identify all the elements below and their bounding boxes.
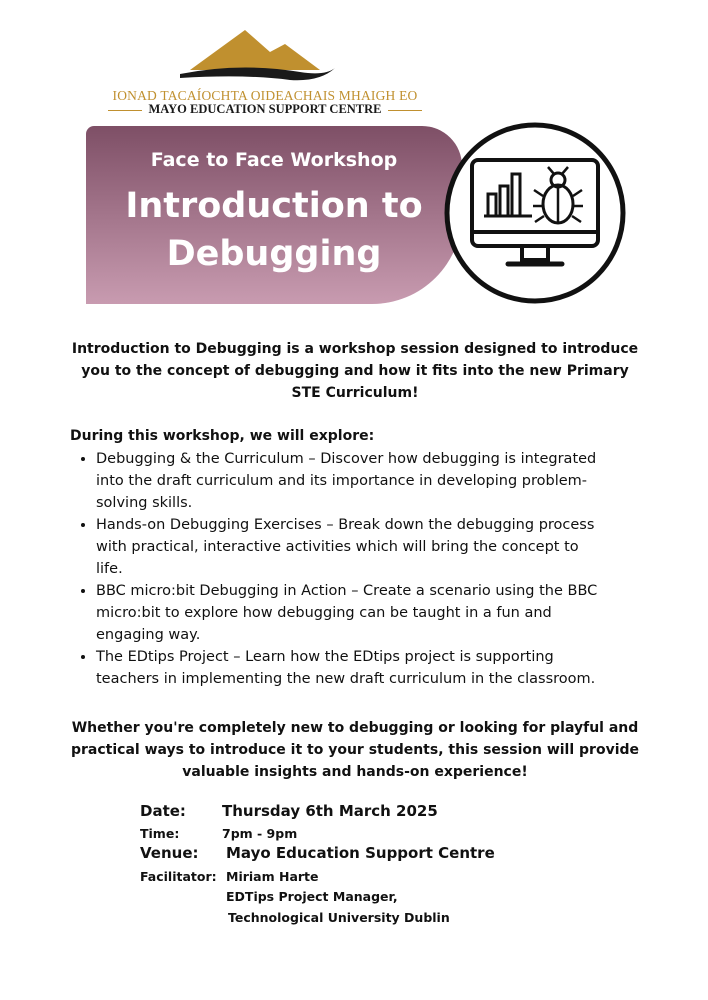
workshop-type: Face to Face Workshop [150,149,398,171]
workshop-title-line2: Debugging [166,234,382,274]
org-name-irish: IONAD TACAÍOCHTA OIDEACHAIS MHAIGH EO [112,88,418,103]
list-item-line: • Hands-on Debugging Exercises – Break down the debugging process [96,517,595,533]
date-value: Thursday 6th March 2025 [222,802,438,820]
explore-heading: During this workshop, we will explore: [70,428,375,444]
list-item-line: life. [96,561,123,577]
list-item-line: • BBC micro:bit Debugging in Action – Create a scenario using the BBC [96,583,598,599]
time-label: Time: [140,826,180,841]
closing-line: practical ways to introduce it to your students, this session will provide [70,742,640,758]
intro-line: you to the concept of debugging and how it fits into the new Primary [81,363,629,379]
list-item-line: with practical, interactive activities which will bring the concept to [96,539,579,555]
intro-paragraph [60,338,650,404]
facilitator-org: Technological University Dublin [228,910,450,925]
venue-label: Venue: [140,844,199,862]
list-item-line: engaging way. [96,627,201,643]
explore-list [70,448,666,690]
list-item [96,514,666,580]
closing-line: Whether you're completely new to debugging or looking for playful and [71,720,639,736]
closing-paragraph [55,717,655,783]
list-item-line: solving skills. [96,495,193,511]
list-item-line: micro:bit to explore how debugging can be taught in a fun and [96,605,552,621]
time-value: 7pm - 9pm [222,826,298,841]
list-item-line: teachers in implementing the new draft curriculum in the classroom. [96,671,596,687]
mountain-logo-icon [150,22,350,82]
facilitator-name: Miriam Harte [226,869,319,884]
org-name-english-text: MAYO EDUCATION SUPPORT CENTRE [148,102,382,116]
facilitator-label: Facilitator: [140,869,217,884]
list-item [96,448,666,514]
org-name-english [70,102,460,117]
facilitator-role: EDTips Project Manager, [226,889,398,904]
list-item [96,580,666,646]
list-item-line: • Debugging & the Curriculum – Discover how debugging is integrated [96,451,597,467]
gold-rule-left [108,110,142,111]
monitor-bug-chart-icon [440,118,630,308]
workshop-title [86,182,462,278]
date-label: Date: [140,802,186,820]
list-item [96,646,666,690]
closing-line: valuable insights and hands-on experience! [182,764,528,780]
intro-line: STE Curriculum! [291,385,419,401]
list-item-line: • The EDtips Project – Learn how the EDtips project is supporting [96,649,554,665]
gold-rule-right [388,110,422,111]
intro-line: Introduction to Debugging is a workshop session designed to introduce [71,341,639,357]
venue-value: Mayo Education Support Centre [226,844,495,862]
list-item-line: into the draft curriculum and its importance in developing problem- [96,473,587,489]
workshop-title-line1: Introduction to [125,186,423,226]
